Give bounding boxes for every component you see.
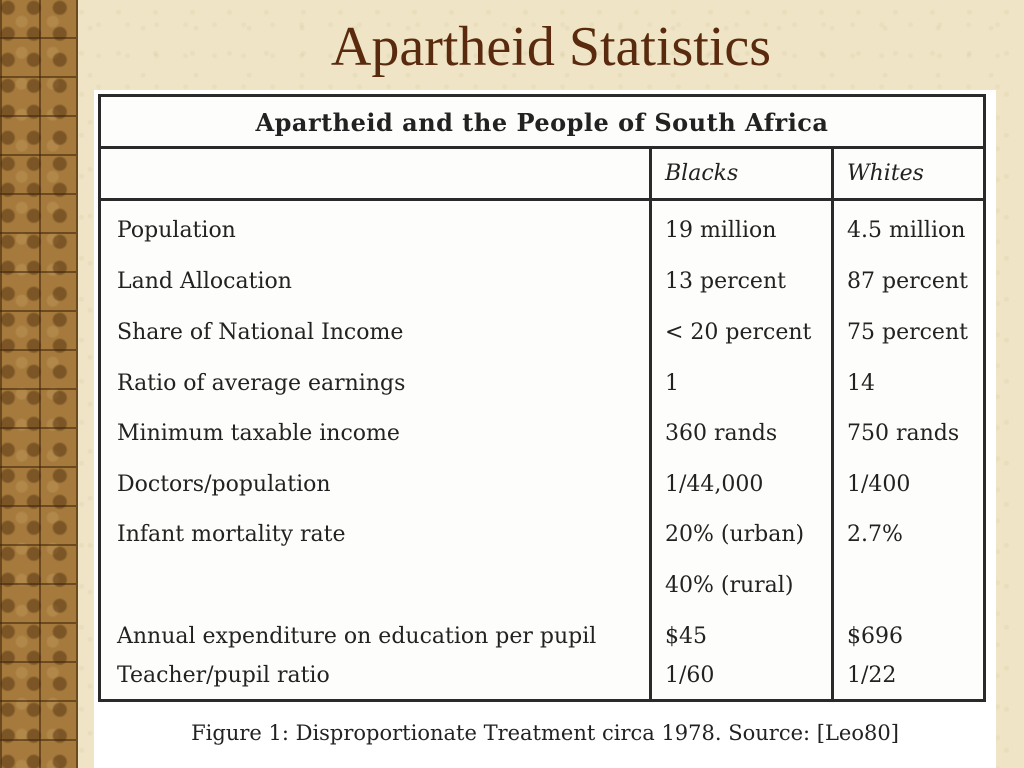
table-row [101,459,983,510]
whites-value: 4.5 million [847,218,966,243]
table-row [101,408,983,459]
table-row [101,205,983,256]
row-label: Population [117,218,236,243]
row-label: Teacher/pupil ratio [117,663,330,688]
figure-caption: Figure 1: Disproportionate Treatment circa 1978. Source: [Leo80] [191,721,899,745]
blacks-value: 360 rands [665,421,778,446]
row-label: Land Allocation [117,269,292,294]
blacks-value: < 20 percent [665,320,812,345]
blacks-value: 1 [665,371,679,396]
blacks-value: 1/60 [665,663,715,688]
column-header-blacks: Blacks [665,161,739,186]
column-header-row [101,149,983,201]
blacks-value: 13 percent [665,269,786,294]
blacks-value: $45 [665,624,707,649]
whites-value: 1/400 [847,472,911,497]
whites-value: $696 [847,624,903,649]
table-row [101,358,983,409]
row-label: Infant mortality rate [117,522,346,547]
row-label: Ratio of average earnings [117,371,406,396]
blacks-value: 40% (rural) [665,573,794,598]
whites-value: 750 rands [847,421,960,446]
row-label: Minimum taxable income [117,421,400,446]
table-caption: Apartheid and the People of South Africa [101,97,983,149]
whites-value: 14 [847,371,875,396]
table-figure [94,90,996,768]
table-row [101,650,983,701]
blacks-value: 20% (urban) [665,522,805,547]
whites-value: 1/22 [847,663,897,688]
row-label: Doctors/population [117,472,331,497]
blacks-value: 19 million [665,218,777,243]
row-label: Share of National Income [117,320,404,345]
whites-value: 75 percent [847,320,968,345]
table-row [101,256,983,307]
slide-title: Apartheid Statistics [330,16,772,78]
row-label: Annual expenditure on education per pupil [117,624,597,649]
decorative-side-strip [0,0,78,768]
table-row [101,307,983,358]
column-header-whites: Whites [847,161,924,186]
whites-value: 87 percent [847,269,968,294]
blacks-value: 1/44,000 [665,472,764,497]
statistics-table [98,94,986,702]
whites-value: 2.7% [847,522,903,547]
table-row [101,560,983,611]
table-row [101,509,983,560]
